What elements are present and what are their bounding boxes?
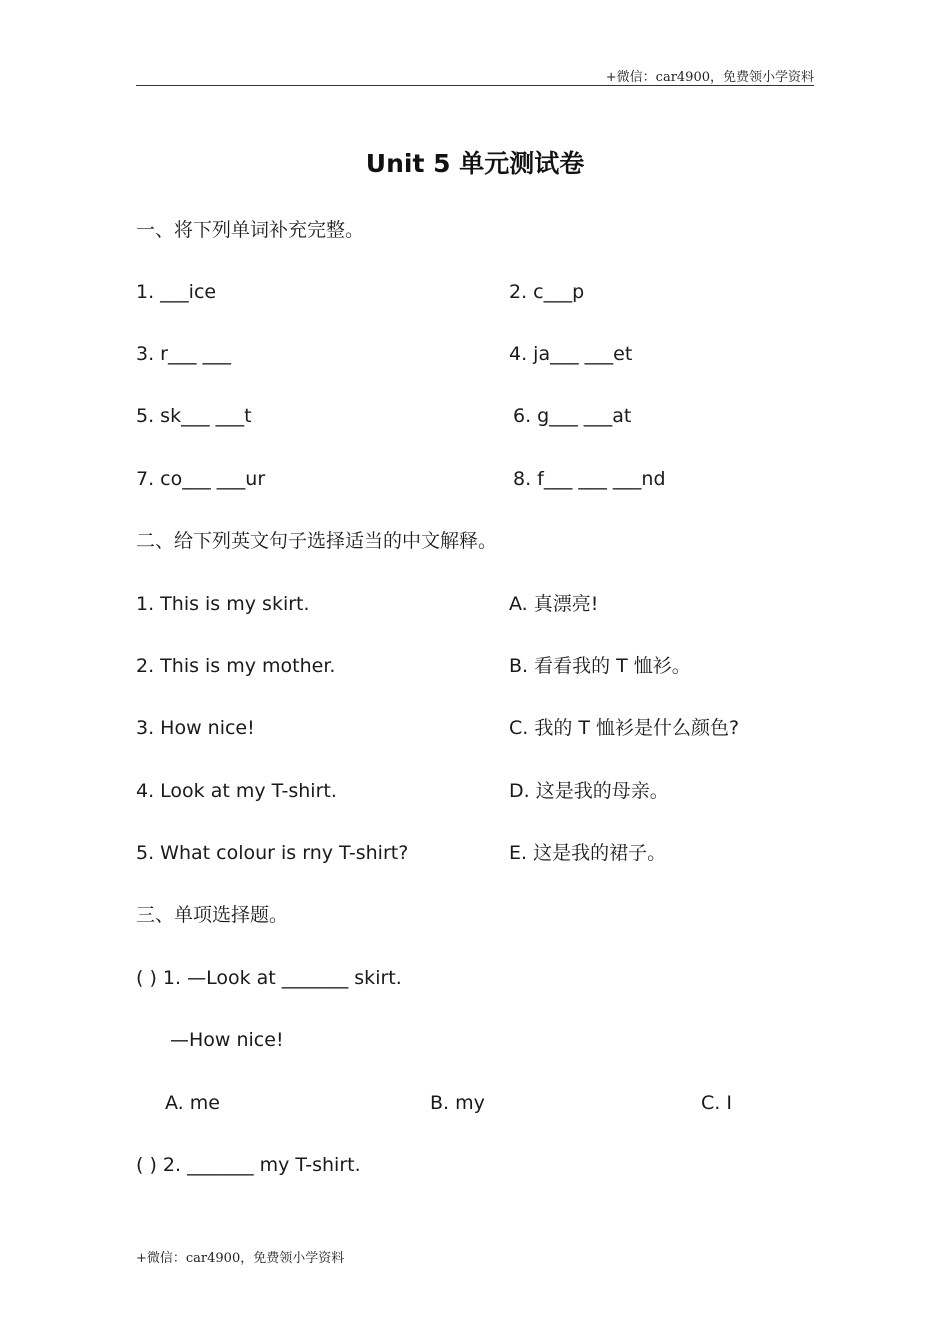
- translation-a: A. 真漂亮!: [509, 593, 599, 615]
- question-1-reply: —How nice!: [170, 1029, 284, 1051]
- sentence-4: 4. Look at my T-shirt.: [136, 780, 337, 802]
- translation-c: C. 我的 T 恤衫是什么颜色?: [509, 717, 740, 739]
- word-item-1: 1. ___ice: [136, 281, 217, 303]
- sentence-3: 3. How nice!: [136, 717, 255, 739]
- footer-note: +微信：car4900，免费领小学资料: [136, 1251, 345, 1266]
- page-title: Unit 5 单元测试卷: [365, 149, 585, 178]
- header-note: +微信：car4900，免费领小学资料: [605, 70, 814, 85]
- translation-d: D. 这是我的母亲。: [509, 780, 669, 802]
- question-1-option-b: B. my: [430, 1092, 485, 1114]
- word-item-2: 2. c___p: [509, 281, 585, 303]
- section2-heading: 二、给下列英文句子选择适当的中文解释。: [136, 530, 498, 552]
- word-item-5: 5. sk___ ___t: [136, 405, 252, 427]
- question-2-stem: ( ) 2. _______ my T-shirt.: [136, 1154, 361, 1176]
- sentence-2: 2. This is my mother.: [136, 655, 336, 677]
- word-item-6: 6. g___ ___at: [513, 405, 632, 427]
- section1-heading: 一、将下列单词补充完整。: [136, 219, 365, 241]
- question-1-stem: ( ) 1. —Look at _______ skirt.: [136, 967, 402, 989]
- word-item-8: 8. f___ ___ ___nd: [513, 468, 666, 490]
- header-divider: [136, 85, 814, 86]
- question-1-option-c: C. I: [701, 1092, 732, 1114]
- translation-b: B. 看看我的 T 恤衫。: [509, 655, 691, 677]
- question-1-option-a: A. me: [165, 1092, 220, 1114]
- sentence-1: 1. This is my skirt.: [136, 593, 310, 615]
- translation-e: E. 这是我的裙子。: [509, 842, 667, 864]
- word-item-7: 7. co___ ___ur: [136, 468, 266, 490]
- word-item-4: 4. ja___ ___et: [509, 343, 633, 365]
- sentence-5: 5. What colour is rny T-shirt?: [136, 842, 409, 864]
- word-item-3: 3. r___ ___: [136, 343, 232, 365]
- section3-heading: 三、单项选择题。: [136, 904, 289, 926]
